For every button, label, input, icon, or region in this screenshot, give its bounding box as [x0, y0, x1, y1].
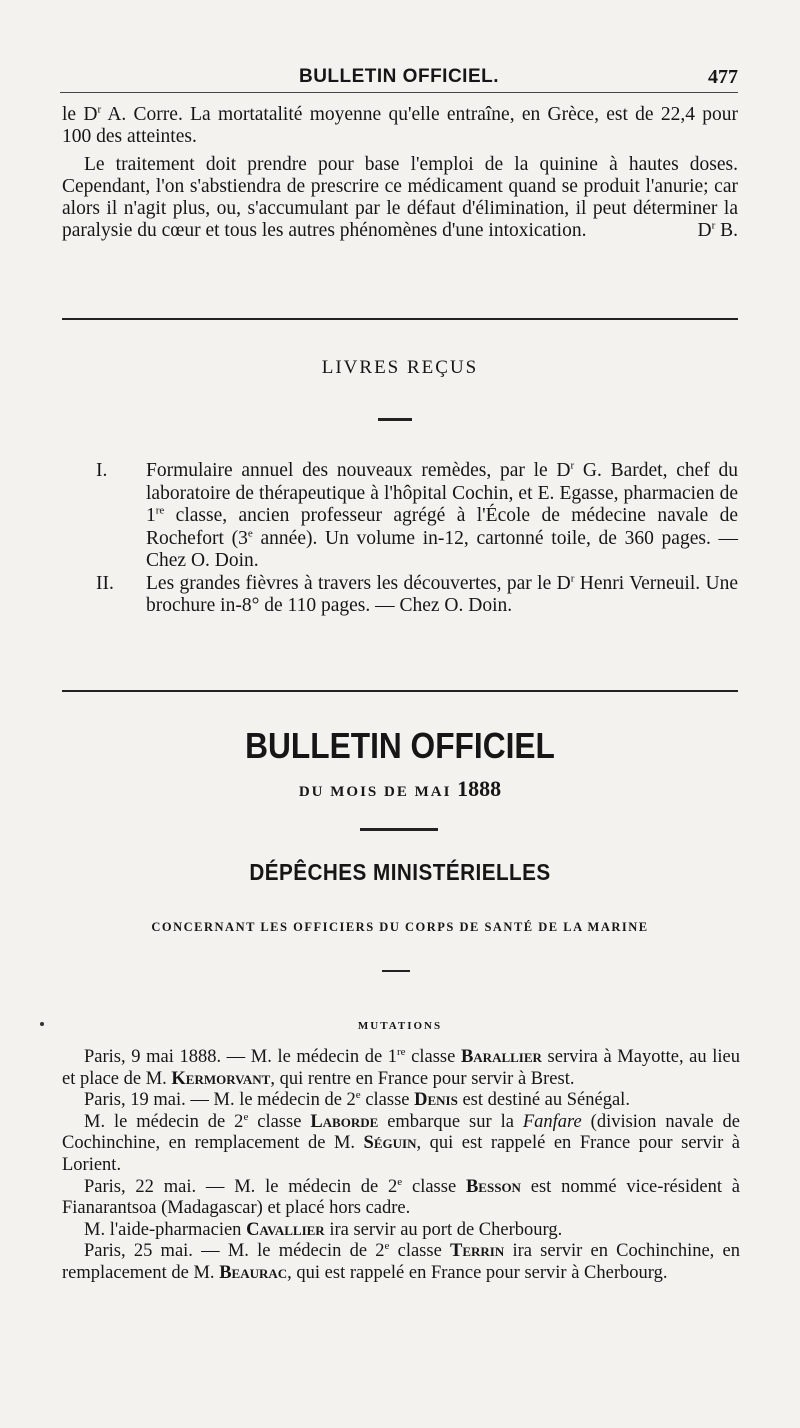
bulletin-title: BULLETIN OFFICIEL	[245, 725, 555, 766]
mutation-entry: Paris, 19 mai. — M. le médecin de 2e classe Denis est destiné au Sénégal.	[84, 1089, 630, 1111]
mutations-body	[62, 1047, 740, 1285]
page-number: 477	[708, 66, 738, 88]
intro-paragraph-1: le $D^r$ A. Corre. La mortatalité moyenne qu'elle entraîne, en Grèce, est de 22,4 pour 100 des atteintes.	[62, 103, 738, 147]
livres-heading: LIVRES REÇUS	[321, 357, 479, 378]
signature: $D^r$ B.	[697, 219, 738, 241]
mutation-entry: M. le médecin de 2e classe Laborde embarque sur la Fanfare (division navale de Cochinchine, en remplacement de M. Séguin, qui est rappelé en France pour servir à Lorient.	[62, 1110, 740, 1175]
running-title: BULLETIN OFFICIEL.	[298, 66, 500, 87]
list-item: I. Formulaire annuel des nouveaux remèdes, par le $D^r$ G. Bardet, chef du laboratoire de thérapeutique à l'hôpital Cochin, et E. Egasse, pharmacien de 1re classe, ancien professeur agrégé à l'École de médecine navale de Rochefort (3e année). Un volume in-12, cartonné toile, de 360 pages. — Chez O. Doin.	[96, 459, 739, 571]
books-list	[96, 460, 738, 618]
section-divider	[62, 690, 738, 692]
list-item: II. Les grandes fièvres à travers les découvertes, par le $D^r$ Henri Verneuil. Une brochure in-8° de 110 pages. — Chez O. Doin.	[96, 572, 739, 616]
running-header	[60, 62, 738, 93]
short-rule	[382, 970, 410, 972]
mutation-entry: M. l'aide-pharmacien Cavallier ira servir au port de Cherbourg.	[84, 1219, 563, 1240]
mutation-entry: Paris, 25 mai. — M. le médecin de 2e classe Terrin ira servir en Cochinchine, en remplacement de M. Beaurac, qui est rappelé en France pour servir à Cherbourg.	[62, 1240, 740, 1283]
short-rule	[378, 418, 412, 421]
mutation-entry: Paris, 9 mai 1888. — M. le médecin de 1re classe Barallier servira à Mayotte, au lieu et place de M. Kermorvant, qui rentre en France pour servir à Brest.	[62, 1045, 740, 1089]
section-divider	[62, 318, 738, 320]
mutation-entry: Paris, 22 mai. — M. le médecin de 2e classe Besson est nommé vice-résident à Fianarantsoa (Madagascar) et placé hors cadre.	[62, 1175, 740, 1219]
depeches-heading: DÉPÊCHES MINISTÉRIELLES	[249, 859, 551, 885]
mutations-heading: MUTATIONS	[357, 1020, 443, 1032]
intro-paragraph-2: Le traitement doit prendre pour base l'emploi de la quinine à hautes doses. Cependant, l'on s'abstiendra de prescrire ce médicament quand se produit l'anurie; car alors il n'agit plus, ou, s'accumulant par le défaut d'élimination, il peut déterminer la paralysie du cœur et tous les autres phénomènes d'une intoxication. $D^r$ B.	[62, 154, 738, 241]
short-rule	[360, 828, 438, 831]
concernant-heading: CONCERNANT LES OFFICIERS DU CORPS DE SANTÉ DE LA MARINE	[151, 920, 649, 934]
bulletin-month: DU MOIS DE MAI 1888	[298, 776, 502, 801]
